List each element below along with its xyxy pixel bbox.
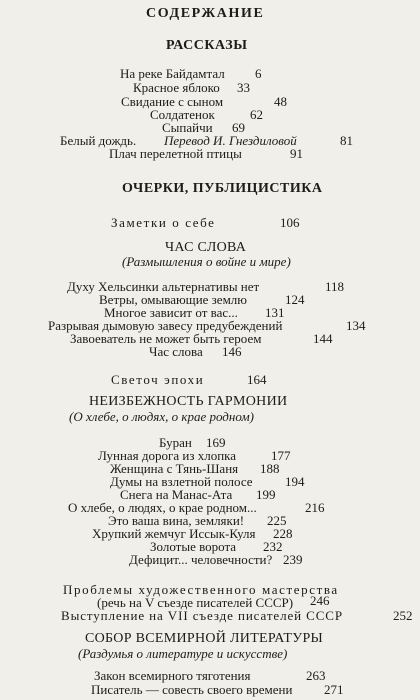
toc-entry-title: Дефицит... человечности? <box>129 552 273 567</box>
subsection-heading: СОБОР ВСЕМИРНОЙ ЛИТЕРАТУРЫ <box>85 631 324 646</box>
subsection-subtitle: (О хлебе, о людях, о крае родном) <box>69 409 254 424</box>
toc-entry-page: 199 <box>256 487 276 502</box>
toc-entry-page: 62 <box>250 107 263 122</box>
toc-entry-page: 177 <box>271 448 291 463</box>
toc-entry-page: 91 <box>290 146 303 161</box>
toc-entry-title: На реке Байдамтал <box>120 66 225 81</box>
translator-credit: Перевод И. Гнездиловой <box>164 133 297 148</box>
toc-entry-page: 69 <box>232 120 245 135</box>
toc-entry-title: Хрупкий жемчуг Иссык-Куля <box>92 526 256 541</box>
toc-entry-page: 164 <box>247 372 267 387</box>
toc-entry-page: 81 <box>340 133 353 148</box>
toc-entry-page: 48 <box>274 94 287 109</box>
toc-entry-title: Выступление на VII съезде писателей СССР <box>61 608 343 623</box>
toc-entry-page: 239 <box>283 552 303 567</box>
toc-entry-title: Думы на взлетной полосе <box>110 474 253 489</box>
toc-entry-title: Светоч эпохи <box>111 372 205 387</box>
toc-entry-page: 188 <box>260 461 280 476</box>
toc-entry-page: 246 <box>310 593 330 608</box>
essays-heading: ОЧЕРКИ, ПУБЛИЦИСТИКА <box>122 181 323 196</box>
toc-entry-title: Солдатенок <box>150 107 215 122</box>
toc-entry-title: Плач перелетной птицы <box>109 146 242 161</box>
toc-entry-page: 169 <box>206 435 226 450</box>
toc-entry-title: Заметки о себе <box>111 215 216 230</box>
toc-entry-title: Писатель — совесть своего времени <box>91 682 293 697</box>
stories-heading: РАССКАЗЫ <box>166 38 248 53</box>
toc-entry-title: Красное яблоко <box>133 80 220 95</box>
toc-entry-page: 271 <box>324 682 344 697</box>
toc-entry-page: 106 <box>280 215 300 230</box>
toc-entry-page: 232 <box>263 539 283 554</box>
subsection-subtitle: (Размышления о войне и мире) <box>122 254 291 269</box>
toc-entry-page: 252 <box>393 608 413 623</box>
subsection-heading: ЧАС СЛОВА <box>165 240 247 255</box>
toc-entry-title: Золотые ворота <box>150 539 237 554</box>
toc-entry-title: Разрывая дымовую завесу предубеждений <box>48 318 283 333</box>
toc-entry-title: Белый дождь. <box>60 133 137 148</box>
toc-entry-subtitle: (речь на V съезде писателей СССР) <box>97 595 294 610</box>
toc-entry-title: Лунная дорога из хлопка <box>98 448 237 463</box>
toc-entry-title: Сыпайчи <box>162 120 213 135</box>
toc-entry-page: 124 <box>285 292 305 307</box>
toc-entry-page: 263 <box>306 668 326 683</box>
toc-entry-title: Закон всемирного тяготения <box>94 668 251 683</box>
toc-entry-title: Проблемы художественного мастерства <box>63 582 339 597</box>
toc-entry-page: 33 <box>237 80 250 95</box>
toc-entry-title: Женщина с Тянь-Шаня <box>110 461 239 476</box>
toc-entry-page: 131 <box>265 305 285 320</box>
toc-entry-page: 225 <box>267 513 287 528</box>
toc-entry-page: 194 <box>285 474 305 489</box>
toc-entry-title: Это ваша вина, земляки! <box>108 513 245 528</box>
toc-entry-title: Ветры, омывающие землю <box>99 292 247 307</box>
toc-entry-title: Час слова <box>149 344 203 359</box>
toc-entry-title: Буран <box>159 435 192 450</box>
toc-entry-page: 146 <box>222 344 242 359</box>
toc-entry-page: 228 <box>273 526 293 541</box>
toc-entry-title: Завоеватель не может быть героем <box>70 331 262 346</box>
toc-entry-page: 216 <box>305 500 325 515</box>
toc-entry-title: Духу Хельсинки альтернативы нет <box>67 279 260 294</box>
toc-entry-page: 6 <box>255 66 262 81</box>
page-title: СОДЕРЖАНИЕ <box>146 6 265 21</box>
toc-entry-title: Снега на Манас-Ата <box>120 487 233 502</box>
toc-entry-page: 134 <box>346 318 366 333</box>
toc-entry-title: О хлебе, о людях, о крае родном... <box>68 500 257 515</box>
toc-entry-title: Свидание с сыном <box>121 94 224 109</box>
subsection-subtitle: (Раздумья о литературе и искусстве) <box>78 646 288 661</box>
toc-entry-title: Многое зависит от вас... <box>104 305 238 320</box>
toc-entry-page: 144 <box>313 331 333 346</box>
toc-entry-page: 118 <box>325 279 345 294</box>
subsection-heading: НЕИЗБЕЖНОСТЬ ГАРМОНИИ <box>89 394 288 409</box>
